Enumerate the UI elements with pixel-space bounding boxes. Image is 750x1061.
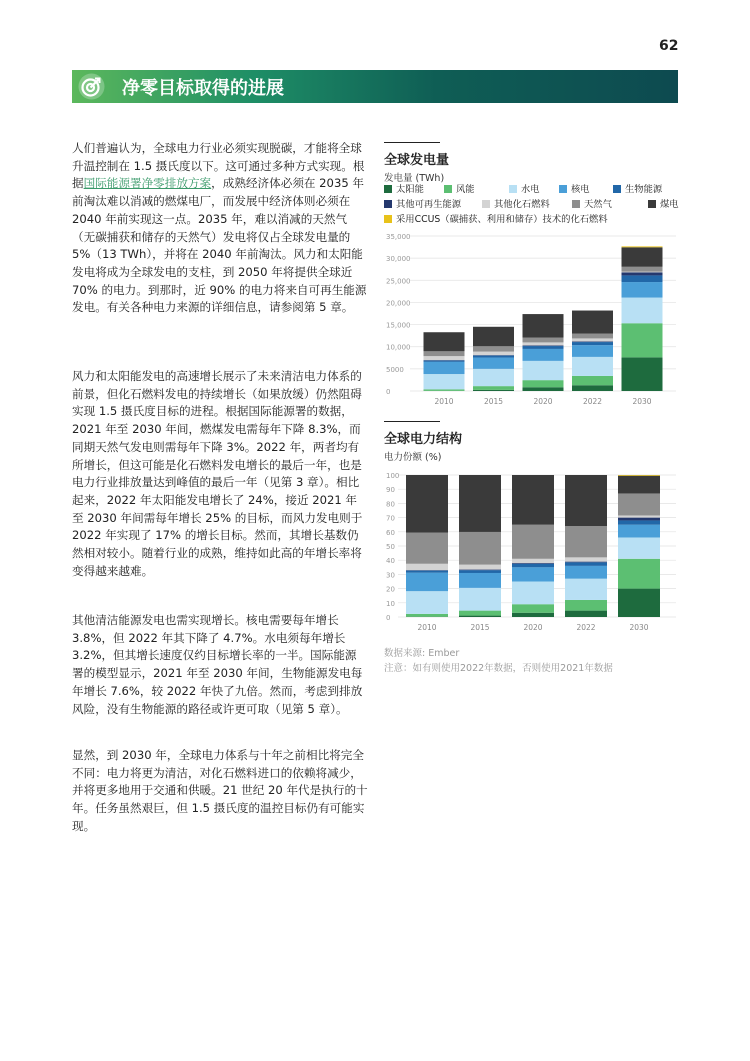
x-tick-label: 2022 [582,397,603,406]
bar-segment [572,342,613,343]
bar-segment [572,345,613,357]
bar-segment [473,346,514,351]
legend-swatch [384,200,392,208]
bar-segment [618,537,660,558]
chart-2-title: 全球电力结构 [384,432,463,447]
legend-label: 水电 [521,184,540,195]
bar-segment [406,571,448,573]
y-tick-label: 5000 [386,365,404,374]
bar-segment [523,361,564,380]
bar-segment [512,582,554,605]
bar-segment [473,327,514,346]
legend-swatch [482,200,490,208]
target-arrow-icon [78,73,105,100]
bar-segment [424,389,465,391]
y-tick-label: 60 [386,528,395,537]
y-tick-label: 50 [386,543,395,551]
bar-segment [512,564,554,568]
paragraph-3 [72,612,368,718]
y-tick-label: 30 [386,571,395,580]
legend-label: 其他可再生能源 [396,199,462,210]
bar-segment [523,387,564,391]
bar-segment [565,579,607,600]
bar-segment [523,346,564,349]
bar-segment [406,475,448,533]
bar-segment [523,346,564,347]
legend-item [384,196,461,210]
chart-1-title: 全球发电量 [384,153,450,168]
legend-item [384,211,608,225]
bar-segment [572,385,613,391]
legend-swatch [444,185,452,193]
bar-segment [572,338,613,341]
bar-segment [406,564,448,570]
bar-segment [622,357,663,391]
legend-item [384,181,424,195]
bar-segment [406,573,448,591]
y-tick-label: 100 [386,472,400,480]
bar-segment [512,604,554,613]
legend-swatch [613,185,621,193]
bar-segment [523,380,564,387]
bar-segment [572,376,613,385]
bar-segment [473,386,514,390]
bar-segment [459,611,501,616]
bar-segment [459,588,501,611]
x-tick-label: 2010 [434,397,454,406]
legend-item [482,196,550,210]
legend-label: 煤电 [660,199,679,210]
bar-segment [622,298,663,324]
x-tick-label: 2015 [470,623,490,632]
bar-segment [512,559,554,563]
legend-label: 生物能源 [625,184,663,195]
bar-segment [459,570,501,571]
legend-item [444,181,475,195]
bar-segment [618,518,660,521]
bar-segment [622,272,663,275]
legend-swatch [559,185,567,193]
legend-item [572,196,612,210]
legend-item [648,196,679,210]
paragraph-4 [72,747,368,836]
bar-segment [424,356,465,360]
data-source: 数据来源: Ember [384,648,460,659]
bar-segment [565,557,607,561]
legend-label: 采用CCUS（碳捕获、利用和储存）技术的化石燃料 [396,214,608,225]
y-tick-label: 0 [386,614,391,622]
bar-segment [622,282,663,298]
paragraph-4-text: 显然，到 2030 年，全球电力体系与十年之前相比将完全不同：电力将更为清洁，对化石燃料进口的依赖将减少，并将更多地用于交通和供暖。21 世纪 20 年代是执行的十年。任务虽然艰巨，但 1.5 摄氏度的温控目标仍有可能实现。 [72,748,368,833]
paragraph-3-text: 其他清洁能源发电也需实现增长。核电需要每年增长 3.8%，但 2022 年其下降了 4.7%。水电须每年增长 3.2%，但其增长速度仅约目标增长率的一半。国际能源署的模型显示，2021 年至 2030 年间，生物能源发电每年增长 7.6%，较 2022 年快了九倍。然而，考虑到排放风险，没有生物能源的路径或许更可取（见第 5 章）。 [72,613,363,716]
bar-segment [565,562,607,566]
bar-segment [618,559,660,589]
bar-segment [424,362,465,374]
legend-label: 太阳能 [396,184,424,195]
x-tick-label: 2022 [576,623,596,632]
bar-segment [565,526,607,557]
chart-2-rule [384,421,440,422]
y-tick-label: 70 [386,514,395,523]
bar-segment [572,342,613,345]
data-note: 注意：如有则使用2022年数据，否则使用2021年数据 [384,663,613,674]
bar-segment [622,247,663,266]
y-tick-label: 15,000 [386,321,411,330]
bar-segment [424,374,465,389]
paragraph-2-text: 风力和太阳能发电的高速增长展示了未来清洁电力体系的前景，但化石燃料发电的持续增长（如果放缓）仍然阻碍实现 1.5 摄氏度目标的进程。根据国际能源署的数据，2021 年至 2030 年间，燃煤发电需每年下降 8.3%，而同期天然气发电则需每年下降 3%。2022 年，两者均有所增长，但这可能是化石燃料发电增长的最后一年，也是电力行业排放量达到峰值的最后一年（见第 3 章）。相比起来，2022 年太阳能发电增长了 24%，接近 2021 年至 2030 年间需每年增长 25% 的目标，而风力发电则于 2022 年实现了 17% 的增长目标。然而，其增长基数仍然相对较小。随着行业的成熟，维持如此高的年增长率将变得越来越难。 [72,369,363,578]
paragraph-1-text-cont: ，成熟经济体必须在 2035 年前淘汰难以消减的燃煤电厂，而发展中经济体则必须在 2040 年前实现这一点。2035 年，难以消减的天然气（无碳捕获和储存的天然气）发电将仅占全球发电量的 5%（13 TWh），并将在 2040 年前淘汰。风力和太阳能发电将成为全球发电的支柱，到 2050 年将提供全球近 70% 的电力。到那时，近 90% 的电力将来自可再生能源发电。有关各种电力来源的详细信息，请参阅第 5 章。 [72,176,367,315]
bar-segment [618,520,660,524]
bar-segment [523,349,564,361]
bar-segment [618,589,660,617]
y-tick-label: 20 [386,585,395,594]
bar-segment [406,591,448,614]
x-tick-label: 2010 [417,623,437,632]
y-tick-label: 10,000 [386,343,411,352]
y-tick-label: 90 [386,486,395,495]
legend-item [559,181,590,195]
bar-segment [565,475,607,526]
bar-segment [565,611,607,617]
paragraph-1-text: 人们普遍认为，全球电力行业必须实现脱碳，才能将全球升温控制在 1.5 摄氏度以下。这可通过多种方式实现。根据 [72,141,365,191]
bar-segment [618,525,660,538]
chart-2-ylabel: 电力份额 (%) [384,452,442,463]
share-chart [384,467,680,634]
bar-segment [459,565,501,570]
y-tick-label: 80 [386,500,395,509]
bar-segment [406,614,448,617]
bar-segment [424,332,465,351]
bar-segment [523,342,564,345]
bar-segment [473,356,514,358]
x-tick-label: 2020 [533,397,553,406]
legend-label: 风能 [456,184,475,195]
bar-segment [572,357,613,376]
section-title: 净零目标取得的进展 [122,78,284,99]
bar-segment [572,334,613,339]
chart-1-header [384,142,678,184]
bar-segment [622,267,663,272]
bar-segment [618,493,660,515]
y-tick-label: 20,000 [386,299,411,308]
bar-segment [512,613,554,617]
x-tick-label: 2030 [632,397,652,406]
bar-segment [618,476,660,494]
legend-swatch [572,200,580,208]
bar-segment [523,338,564,343]
bar-segment [572,311,613,334]
bar-segment [622,323,663,357]
bar-segment [473,352,514,356]
bar-segment [512,563,554,564]
legend-item [613,181,662,195]
bar-segment [565,562,607,563]
bar-segment [618,475,660,476]
bar-segment [622,246,663,247]
page-number: 62 [659,38,679,54]
generation-chart [384,228,680,406]
chart-1-rule [384,142,440,143]
paragraph-1 [72,140,368,317]
legend-swatch [384,215,392,223]
bar-segment [618,515,660,517]
bar-segment [424,351,465,356]
legend-label: 其他化石燃料 [494,199,550,210]
bar-segment [622,272,663,273]
bar-segment [473,369,514,386]
chart-1-ylabel: 发电量 (TWh) [384,173,445,184]
legend-label: 天然气 [584,199,612,210]
section-banner [72,70,678,103]
bar-segment [473,358,514,369]
bar-segment [459,570,501,573]
legend-swatch [384,185,392,193]
bar-segment [424,361,465,362]
bar-segment [459,532,501,565]
x-tick-label: 2030 [629,623,649,632]
bar-segment [523,314,564,337]
paragraph-2 [72,368,368,580]
y-tick-label: 40 [386,557,395,566]
bar-segment [459,573,501,588]
bar-segment [565,600,607,611]
legend-swatch [509,185,517,193]
y-tick-label: 30,000 [386,255,411,264]
bar-segment [622,275,663,282]
legend-swatch [648,200,656,208]
legend-label: 核电 [571,184,590,195]
bar-segment [459,475,501,532]
y-tick-label: 10 [386,599,395,608]
bar-segment [512,475,554,525]
bar-segment [406,533,448,564]
chart-2-header [384,421,678,463]
x-tick-label: 2015 [483,397,504,406]
bar-segment [459,616,501,617]
y-tick-label: 0 [386,388,391,396]
y-tick-label: 25,000 [386,277,411,286]
bar-segment [512,525,554,559]
bar-segment [473,390,514,391]
iea-netzero-link[interactable]: 国际能源署净零排放方案 [83,176,212,191]
bar-segment [565,566,607,579]
legend-item [509,181,540,195]
x-tick-label: 2020 [523,623,543,632]
y-tick-label: 35,000 [386,233,411,241]
bar-segment [512,567,554,581]
